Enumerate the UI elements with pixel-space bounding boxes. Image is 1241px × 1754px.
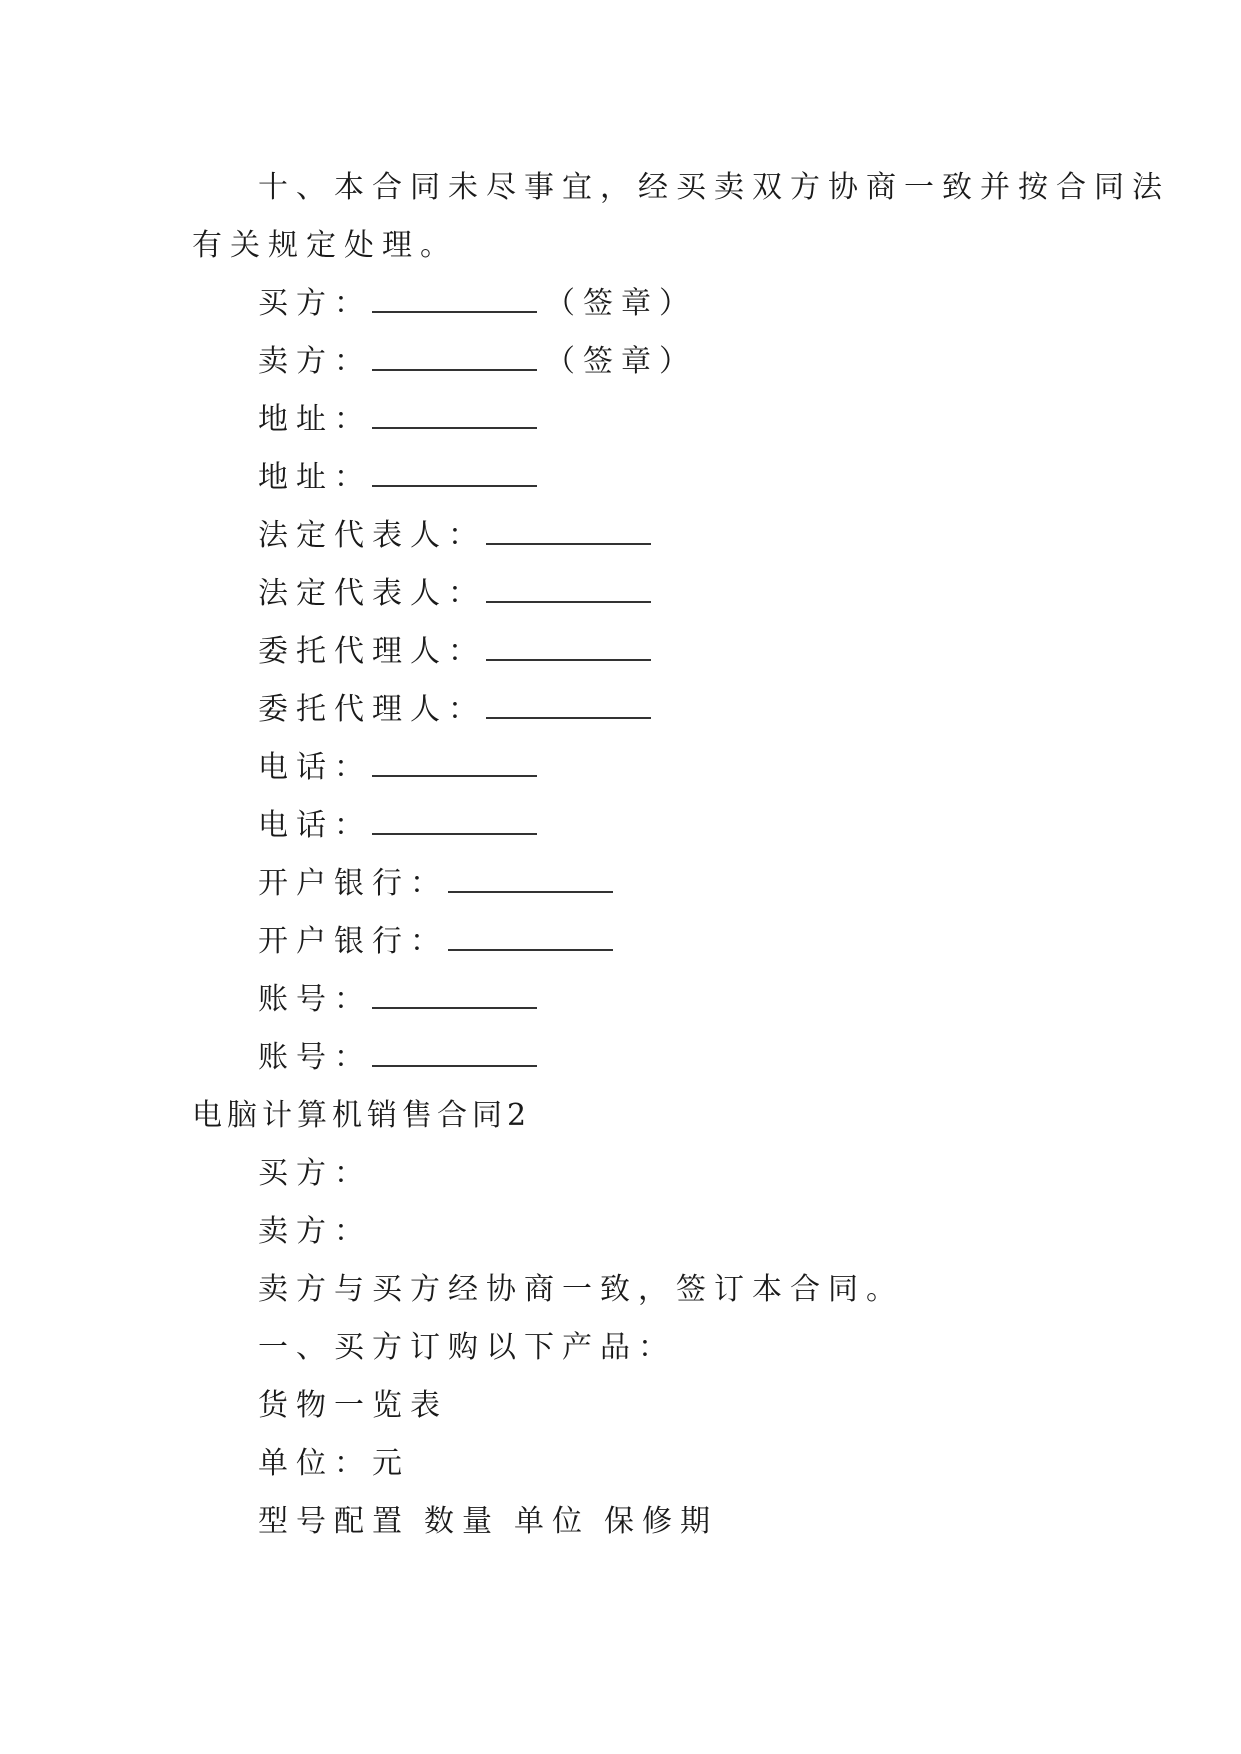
signature-buyer [258, 284, 697, 324]
fill-blank [486, 517, 651, 545]
fill-blank [448, 865, 613, 893]
column-header: 型号配置 [258, 1504, 410, 1539]
fill-blank [486, 575, 651, 603]
fill-blank [372, 807, 537, 835]
contract-2-title: 电脑计算机销售合同2 [192, 1098, 532, 1133]
goods-list-heading: 货物一览表 [258, 1388, 448, 1423]
field-label: 开户银行： [258, 924, 448, 959]
legal-rep-field [258, 516, 659, 556]
account-field [258, 980, 545, 1020]
address-field [258, 400, 545, 440]
column-header: 单位 [514, 1504, 590, 1539]
fill-blank [486, 633, 651, 661]
seal-note: （签章） [545, 286, 697, 321]
field-label: 账号： [258, 982, 372, 1017]
contract-2-intro: 卖方与买方经协商一致，签订本合同。 [258, 1272, 904, 1307]
agent-field [258, 690, 659, 730]
signature-blank [372, 343, 537, 371]
fill-blank [372, 981, 537, 1009]
field-label: 买方： [258, 286, 372, 321]
field-label: 地址： [258, 460, 372, 495]
address-field [258, 458, 545, 498]
field-label: 卖方： [258, 344, 372, 379]
fill-blank [372, 749, 537, 777]
field-label: 委托代理人： [258, 692, 486, 727]
contract-2-seller: 卖方： [258, 1214, 372, 1249]
fill-blank [448, 923, 613, 951]
field-label: 法定代表人： [258, 518, 486, 553]
field-label: 电话： [258, 750, 372, 785]
column-header: 保修期 [604, 1504, 718, 1539]
bank-field [258, 922, 621, 962]
bank-field [258, 864, 621, 904]
account-field [258, 1038, 545, 1078]
clause-10-line-1: 十、本合同未尽事宜，经买卖双方协商一致并按合同法 [258, 170, 1170, 205]
field-label: 委托代理人： [258, 634, 486, 669]
phone-field [258, 806, 545, 846]
fill-blank [372, 1039, 537, 1067]
clause-10-line-2: 有关规定处理。 [192, 228, 458, 263]
legal-rep-field [258, 574, 659, 614]
fill-blank [486, 691, 651, 719]
field-label: 电话： [258, 808, 372, 843]
goods-table-header [258, 1502, 732, 1542]
column-header: 数量 [424, 1504, 500, 1539]
field-label: 账号： [258, 1040, 372, 1075]
field-label: 法定代表人： [258, 576, 486, 611]
phone-field [258, 748, 545, 788]
agent-field [258, 632, 659, 672]
field-label: 地址： [258, 402, 372, 437]
signature-blank [372, 285, 537, 313]
currency-unit: 单位：元 [258, 1446, 410, 1481]
signature-seller [258, 342, 697, 382]
field-label: 开户银行： [258, 866, 448, 901]
contract-2-item-1: 一、买方订购以下产品： [258, 1330, 676, 1365]
fill-blank [372, 459, 537, 487]
contract-2-buyer: 买方： [258, 1156, 372, 1191]
seal-note: （签章） [545, 344, 697, 379]
fill-blank [372, 401, 537, 429]
